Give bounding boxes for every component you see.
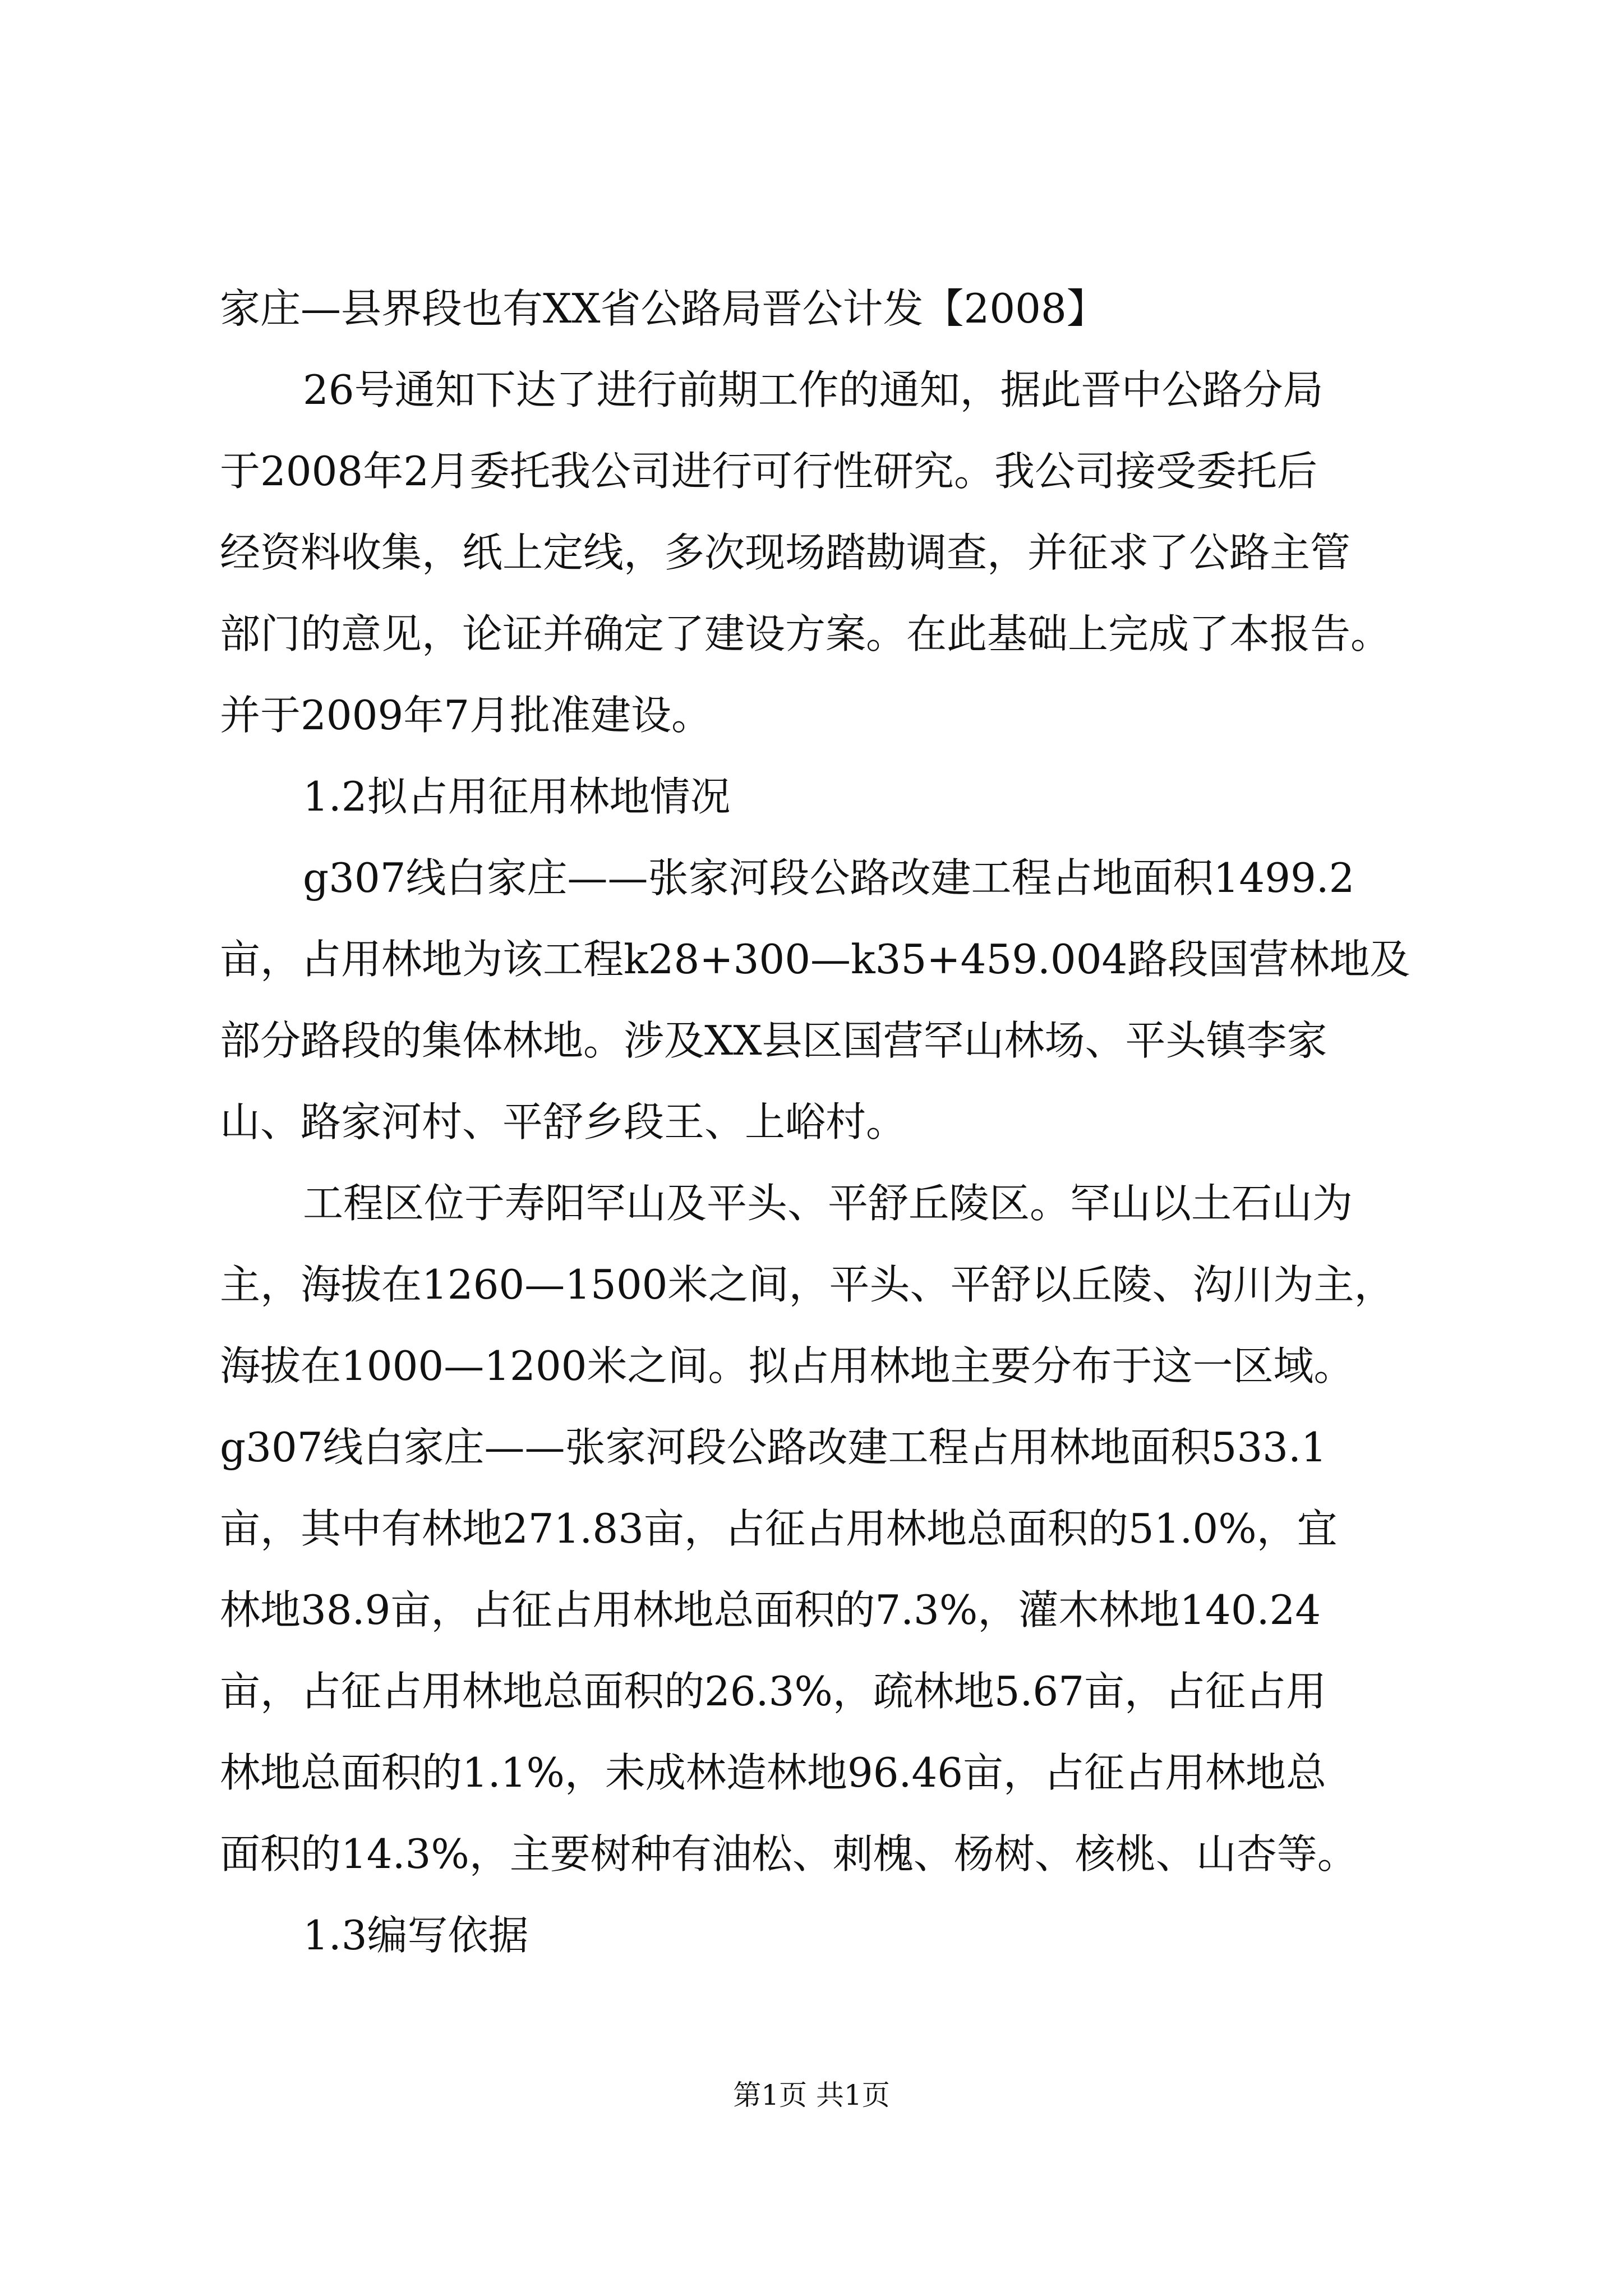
section-heading-1-3: 1.3编写依据 xyxy=(303,1912,529,1959)
text-line: 部门的意见，论证并确定了建设方案。在此基础上完成了本报告。 xyxy=(220,610,1391,657)
text-line: 亩，占征占用林地总面积的26.3%，疏林地5.67亩，占征占用 xyxy=(220,1668,1327,1715)
text-line: g307线白家庄——张家河段公路改建工程占用林地面积533.1 xyxy=(220,1424,1327,1471)
text-line: 部分路段的集体林地。涉及XX县区国营罕山林场、平头镇李家 xyxy=(220,1017,1327,1064)
section-heading-1-2: 1.2拟占用征用林地情况 xyxy=(303,773,731,820)
text-line: 海拔在1000—1200米之间。拟占用林地主要分布于这一区域。 xyxy=(220,1342,1354,1389)
text-line: 山、路家河村、平舒乡段王、上峪村。 xyxy=(220,1098,907,1145)
text-line: 主，海拔在1260—1500米之间，平头、平舒以丘陵、沟川为主， xyxy=(220,1261,1395,1308)
text-line: 林地38.9亩，占征占用林地总面积的7.3%，灌木林地140.24 xyxy=(220,1586,1321,1634)
text-line: 亩，占用林地为该工程k28+300—k35+459.004路段国营林地及 xyxy=(220,936,1410,983)
text-line: 林地总面积的1.1%，未成林造林地96.46亩，占征占用林地总 xyxy=(220,1749,1327,1796)
text-line: 工程区位于寿阳罕山及平头、平舒丘陵区。罕山以土石山为 xyxy=(303,1180,1353,1227)
text-line: 于2008年2月委托我公司进行可行性研究。我公司接受委托后 xyxy=(220,448,1318,495)
text-line: 家庄—县界段也有XX省公路局晋公计发【2008】 xyxy=(220,285,1107,332)
text-line: 并于2009年7月批准建设。 xyxy=(220,692,712,739)
document-body xyxy=(220,268,1426,1976)
text-line: 26号通知下达了进行前期工作的通知，据此晋中公路分局 xyxy=(303,366,1324,413)
text-line: 亩，其中有林地271.83亩，占征占用林地总面积的51.0%，宜 xyxy=(220,1505,1338,1552)
text-line: 面积的14.3%，主要树种有油松、刺槐、杨树、核桃、山杏等。 xyxy=(220,1830,1358,1878)
text-line: g307线白家庄——张家河段公路改建工程占地面积1499.2 xyxy=(303,854,1355,901)
page-footer: 第1页 共1页 xyxy=(733,2079,890,2111)
text-line: 经资料收集，纸上定线，多次现场踏勘调查，并征求了公路主管 xyxy=(220,529,1351,576)
